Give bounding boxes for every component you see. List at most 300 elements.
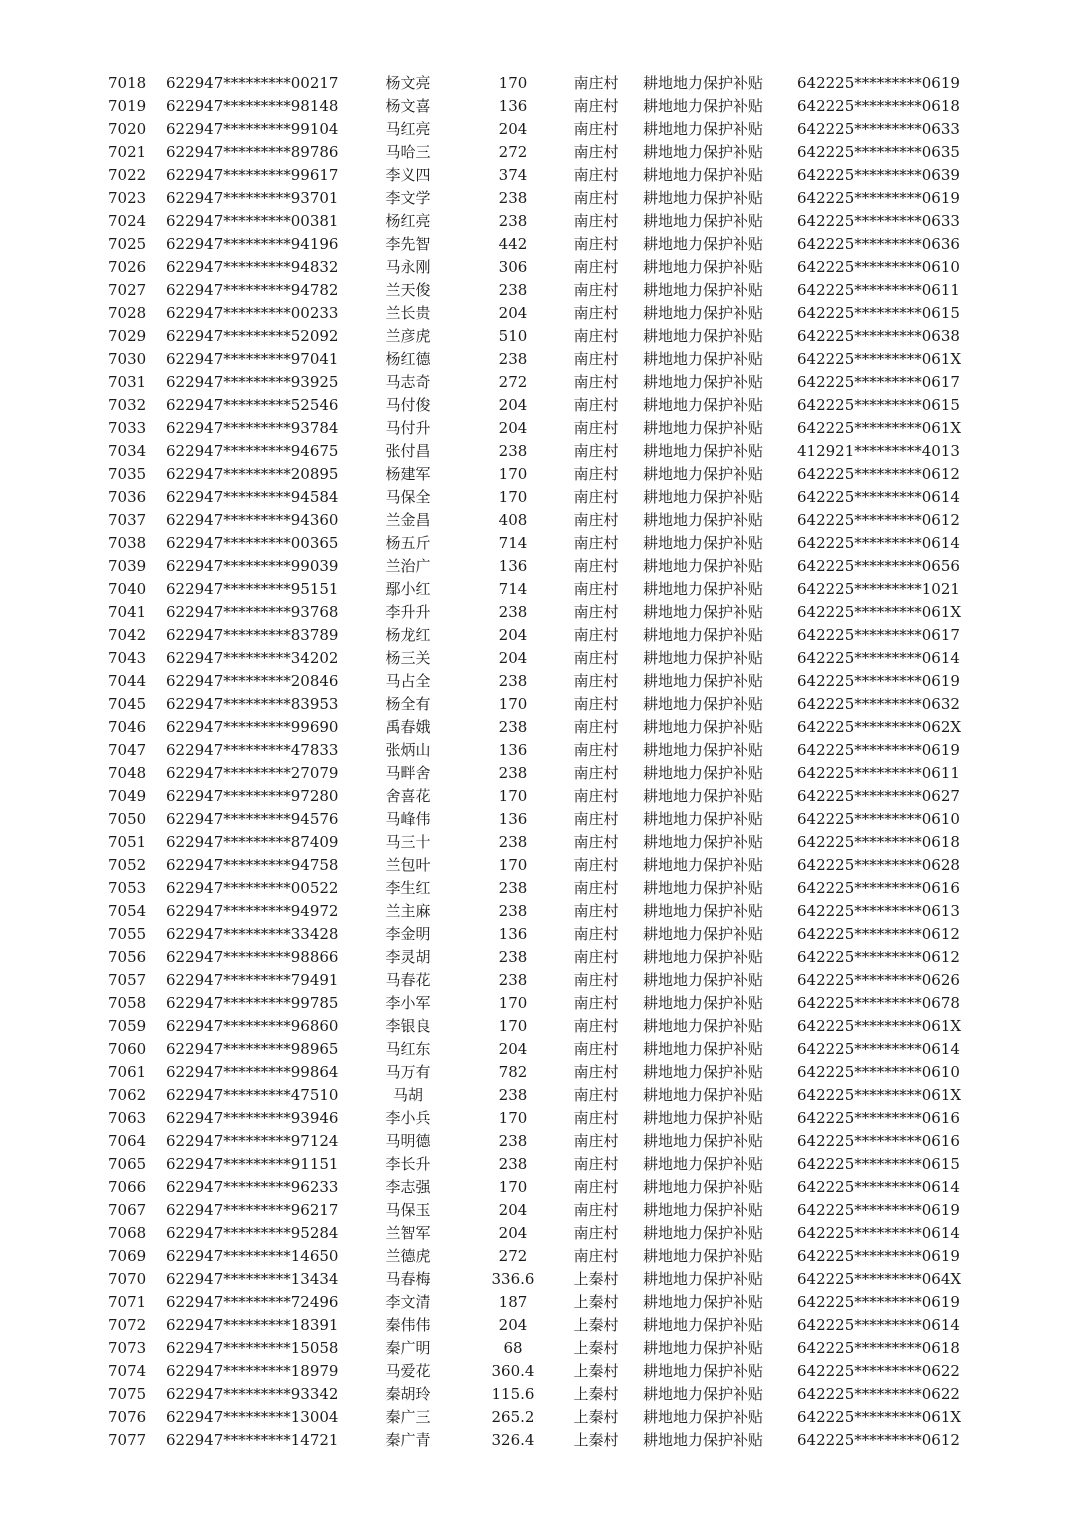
subsidy-type: 耕地地力保护补贴 <box>643 327 764 345</box>
subsidy-type: 耕地地力保护补贴 <box>643 74 764 92</box>
subsidy-amount: 238 <box>498 1155 528 1173</box>
subsidy-amount: 170 <box>498 856 528 874</box>
person-name: 李志强 <box>385 1178 431 1196</box>
village-name: 南庄村 <box>573 465 619 483</box>
subsidy-type: 耕地地力保护补贴 <box>643 695 764 713</box>
row-number: 7042 <box>108 626 147 644</box>
person-name: 杨三关 <box>385 649 431 667</box>
account-number: 622947*********94782 <box>166 281 339 299</box>
account-number: 622947*********13004 <box>166 1408 339 1426</box>
id-number: 642225*********0678 <box>797 994 960 1012</box>
id-number: 642225*********0614 <box>797 1224 960 1242</box>
row-number: 7058 <box>108 994 147 1012</box>
subsidy-amount: 136 <box>498 557 528 575</box>
subsidy-amount: 238 <box>498 718 528 736</box>
account-number: 622947*********99039 <box>166 557 339 575</box>
village-name: 南庄村 <box>573 189 619 207</box>
row-number: 7048 <box>108 764 147 782</box>
village-name: 南庄村 <box>573 856 619 874</box>
person-name: 杨五斤 <box>385 534 431 552</box>
subsidy-type: 耕地地力保护补贴 <box>643 1017 764 1035</box>
subsidy-amount: 204 <box>498 396 528 414</box>
person-name: 马付升 <box>385 419 431 437</box>
person-name: 兰德虎 <box>385 1247 431 1265</box>
id-number: 642225*********0626 <box>797 971 960 989</box>
person-name: 马红东 <box>385 1040 431 1058</box>
village-name: 南庄村 <box>573 511 619 529</box>
row-number: 7041 <box>108 603 147 621</box>
account-number: 622947*********98965 <box>166 1040 339 1058</box>
row-number: 7053 <box>108 879 147 897</box>
row-number: 7043 <box>108 649 147 667</box>
village-name: 南庄村 <box>573 212 619 230</box>
village-name: 南庄村 <box>573 120 619 138</box>
table-row <box>0 1268 1074 1291</box>
table-row <box>0 1429 1074 1452</box>
row-number: 7020 <box>108 120 147 138</box>
account-number: 622947*********93768 <box>166 603 339 621</box>
table-row <box>0 1038 1074 1061</box>
person-name: 禹春娥 <box>385 718 431 736</box>
subsidy-type: 耕地地力保护补贴 <box>643 1132 764 1150</box>
account-number: 622947*********14721 <box>166 1431 339 1449</box>
row-number: 7075 <box>108 1385 147 1403</box>
table-row <box>0 1222 1074 1245</box>
person-name: 秦广明 <box>385 1339 431 1357</box>
row-number: 7077 <box>108 1431 147 1449</box>
village-name: 南庄村 <box>573 626 619 644</box>
person-name: 秦伟伟 <box>385 1316 431 1334</box>
id-number: 642225*********064X <box>797 1270 962 1288</box>
village-name: 南庄村 <box>573 419 619 437</box>
subsidy-amount: 360.4 <box>491 1362 535 1380</box>
row-number: 7025 <box>108 235 147 253</box>
subsidy-amount: 170 <box>498 1178 528 1196</box>
row-number: 7031 <box>108 373 147 391</box>
account-number: 622947*********99617 <box>166 166 339 184</box>
subsidy-type: 耕地地力保护补贴 <box>643 1408 764 1426</box>
subsidy-type: 耕地地力保护补贴 <box>643 396 764 414</box>
row-number: 7035 <box>108 465 147 483</box>
subsidy-amount: 204 <box>498 1040 528 1058</box>
table-row <box>0 900 1074 923</box>
row-number: 7047 <box>108 741 147 759</box>
subsidy-amount: 170 <box>498 787 528 805</box>
row-number: 7028 <box>108 304 147 322</box>
village-name: 南庄村 <box>573 1224 619 1242</box>
id-number: 642225*********0615 <box>797 396 960 414</box>
subsidy-amount: 272 <box>498 373 528 391</box>
account-number: 622947*********83789 <box>166 626 339 644</box>
subsidy-type: 耕地地力保护补贴 <box>643 442 764 460</box>
id-number: 642225*********0612 <box>797 948 960 966</box>
id-number: 642225*********0635 <box>797 143 960 161</box>
person-name: 鄢小红 <box>385 580 431 598</box>
subsidy-amount: 272 <box>498 1247 528 1265</box>
id-number: 642225*********0628 <box>797 856 960 874</box>
id-number: 642225*********0656 <box>797 557 960 575</box>
row-number: 7068 <box>108 1224 147 1242</box>
person-name: 兰长贵 <box>385 304 431 322</box>
row-number: 7030 <box>108 350 147 368</box>
subsidy-amount: 238 <box>498 879 528 897</box>
id-number: 642225*********0614 <box>797 534 960 552</box>
table-row <box>0 1176 1074 1199</box>
subsidy-type: 耕地地力保护补贴 <box>643 971 764 989</box>
subsidy-amount: 510 <box>498 327 528 345</box>
person-name: 马哈三 <box>385 143 431 161</box>
row-number: 7062 <box>108 1086 147 1104</box>
village-name: 南庄村 <box>573 1178 619 1196</box>
village-name: 南庄村 <box>573 1017 619 1035</box>
person-name: 马保玉 <box>385 1201 431 1219</box>
table-row <box>0 118 1074 141</box>
subsidy-type: 耕地地力保护补贴 <box>643 994 764 1012</box>
table-row <box>0 1084 1074 1107</box>
table-row <box>0 601 1074 624</box>
person-name: 杨文喜 <box>385 97 431 115</box>
row-number: 7066 <box>108 1178 147 1196</box>
row-number: 7052 <box>108 856 147 874</box>
row-number: 7072 <box>108 1316 147 1334</box>
table-row <box>0 233 1074 256</box>
subsidy-type: 耕地地力保护补贴 <box>643 143 764 161</box>
id-number: 642225*********0611 <box>797 764 960 782</box>
subsidy-amount: 204 <box>498 626 528 644</box>
subsidy-amount: 238 <box>498 948 528 966</box>
subsidy-amount: 782 <box>498 1063 528 1081</box>
subsidy-amount: 265.2 <box>491 1408 535 1426</box>
subsidy-amount: 204 <box>498 649 528 667</box>
id-number: 642225*********0614 <box>797 1316 960 1334</box>
table-row <box>0 486 1074 509</box>
id-number: 642225*********0612 <box>797 465 960 483</box>
table-row <box>0 1015 1074 1038</box>
subsidy-type: 耕地地力保护补贴 <box>643 1385 764 1403</box>
table-row <box>0 1107 1074 1130</box>
person-name: 兰彦虎 <box>385 327 431 345</box>
village-name: 上秦村 <box>573 1362 619 1380</box>
row-number: 7051 <box>108 833 147 851</box>
id-number: 642225*********0614 <box>797 1040 960 1058</box>
village-name: 上秦村 <box>573 1431 619 1449</box>
person-name: 马爱花 <box>385 1362 431 1380</box>
table-row <box>0 1061 1074 1084</box>
row-number: 7022 <box>108 166 147 184</box>
row-number: 7054 <box>108 902 147 920</box>
person-name: 马万有 <box>385 1063 431 1081</box>
subsidy-type: 耕地地力保护补贴 <box>643 879 764 897</box>
village-name: 南庄村 <box>573 764 619 782</box>
id-number: 642225*********0614 <box>797 1178 960 1196</box>
row-number: 7033 <box>108 419 147 437</box>
person-name: 李银良 <box>385 1017 431 1035</box>
person-name: 马付俊 <box>385 396 431 414</box>
subsidy-amount: 238 <box>498 1086 528 1104</box>
account-number: 622947*********00217 <box>166 74 339 92</box>
village-name: 南庄村 <box>573 235 619 253</box>
village-name: 南庄村 <box>573 1086 619 1104</box>
table-row <box>0 72 1074 95</box>
person-name: 马胡 <box>392 1086 423 1104</box>
village-name: 南庄村 <box>573 695 619 713</box>
subsidy-amount: 204 <box>498 1201 528 1219</box>
table-row <box>0 279 1074 302</box>
subsidy-amount: 272 <box>498 143 528 161</box>
subsidy-type: 耕地地力保护补贴 <box>643 810 764 828</box>
subsidy-type: 耕地地力保护补贴 <box>643 304 764 322</box>
person-name: 马红亮 <box>385 120 431 138</box>
village-name: 上秦村 <box>573 1408 619 1426</box>
id-number: 642225*********0619 <box>797 1201 960 1219</box>
table-row <box>0 1199 1074 1222</box>
table-row <box>0 670 1074 693</box>
id-number: 642225*********0617 <box>797 626 960 644</box>
row-number: 7050 <box>108 810 147 828</box>
person-name: 李小军 <box>385 994 431 1012</box>
subsidy-amount: 374 <box>498 166 528 184</box>
row-number: 7067 <box>108 1201 147 1219</box>
subsidy-type: 耕地地力保护补贴 <box>643 1178 764 1196</box>
village-name: 南庄村 <box>573 1063 619 1081</box>
subsidy-type: 耕地地力保护补贴 <box>643 787 764 805</box>
id-number: 642225*********0610 <box>797 258 960 276</box>
row-number: 7032 <box>108 396 147 414</box>
person-name: 兰金昌 <box>385 511 431 529</box>
account-number: 622947*********94675 <box>166 442 339 460</box>
subsidy-amount: 170 <box>498 695 528 713</box>
table-row <box>0 302 1074 325</box>
subsidy-amount: 238 <box>498 281 528 299</box>
person-name: 李义四 <box>385 166 431 184</box>
person-name: 杨全有 <box>385 695 431 713</box>
subsidy-amount: 238 <box>498 902 528 920</box>
person-name: 李小兵 <box>385 1109 431 1127</box>
account-number: 622947*********83953 <box>166 695 339 713</box>
row-number: 7057 <box>108 971 147 989</box>
id-number: 642225*********0615 <box>797 1155 960 1173</box>
village-name: 南庄村 <box>573 143 619 161</box>
village-name: 南庄村 <box>573 166 619 184</box>
id-number: 642225*********0610 <box>797 810 960 828</box>
person-name: 兰智军 <box>385 1224 431 1242</box>
account-number: 622947*********94758 <box>166 856 339 874</box>
account-number: 622947*********18391 <box>166 1316 339 1334</box>
id-number: 642225*********062X <box>797 718 962 736</box>
table-row <box>0 946 1074 969</box>
row-number: 7019 <box>108 97 147 115</box>
subsidy-amount: 170 <box>498 1017 528 1035</box>
id-number: 642225*********061X <box>797 1086 962 1104</box>
row-number: 7063 <box>108 1109 147 1127</box>
village-name: 上秦村 <box>573 1293 619 1311</box>
subsidy-type: 耕地地力保护补贴 <box>643 1431 764 1449</box>
account-number: 622947*********91151 <box>166 1155 339 1173</box>
subsidy-amount: 68 <box>503 1339 523 1357</box>
id-number: 642225*********0612 <box>797 1431 960 1449</box>
subsidy-type: 耕地地力保护补贴 <box>643 281 764 299</box>
account-number: 622947*********97124 <box>166 1132 339 1150</box>
subsidy-type: 耕地地力保护补贴 <box>643 718 764 736</box>
subsidy-amount: 170 <box>498 488 528 506</box>
row-number: 7023 <box>108 189 147 207</box>
subsidy-type: 耕地地力保护补贴 <box>643 1293 764 1311</box>
subsidy-amount: 136 <box>498 741 528 759</box>
village-name: 南庄村 <box>573 1247 619 1265</box>
person-name: 马明德 <box>385 1132 431 1150</box>
table-row <box>0 1130 1074 1153</box>
table-row <box>0 785 1074 808</box>
row-number: 7044 <box>108 672 147 690</box>
table-row <box>0 256 1074 279</box>
village-name: 上秦村 <box>573 1316 619 1334</box>
id-number: 642225*********0616 <box>797 1132 960 1150</box>
subsidy-type: 耕地地力保护补贴 <box>643 534 764 552</box>
account-number: 622947*********27079 <box>166 764 339 782</box>
subsidy-amount: 204 <box>498 419 528 437</box>
subsidy-amount: 238 <box>498 971 528 989</box>
person-name: 杨文亮 <box>385 74 431 92</box>
person-name: 马畔舍 <box>385 764 431 782</box>
id-number: 642225*********0619 <box>797 672 960 690</box>
row-number: 7040 <box>108 580 147 598</box>
village-name: 上秦村 <box>573 1339 619 1357</box>
subsidy-amount: 204 <box>498 304 528 322</box>
account-number: 622947*********87409 <box>166 833 339 851</box>
person-name: 李灵胡 <box>385 948 431 966</box>
account-number: 622947*********89786 <box>166 143 339 161</box>
person-name: 李升升 <box>385 603 431 621</box>
person-name: 李文学 <box>385 189 431 207</box>
village-name: 南庄村 <box>573 373 619 391</box>
village-name: 南庄村 <box>573 281 619 299</box>
row-number: 7027 <box>108 281 147 299</box>
village-name: 南庄村 <box>573 74 619 92</box>
account-number: 622947*********96233 <box>166 1178 339 1196</box>
id-number: 642225*********061X <box>797 350 962 368</box>
person-name: 秦胡玲 <box>385 1385 431 1403</box>
person-name: 马三十 <box>385 833 431 851</box>
account-number: 622947*********94584 <box>166 488 339 506</box>
subsidy-amount: 187 <box>498 1293 528 1311</box>
row-number: 7029 <box>108 327 147 345</box>
subsidy-type: 耕地地力保护补贴 <box>643 1155 764 1173</box>
subsidy-amount: 204 <box>498 1224 528 1242</box>
subsidy-type: 耕地地力保护补贴 <box>643 580 764 598</box>
row-number: 7056 <box>108 948 147 966</box>
subsidy-amount: 408 <box>498 511 528 529</box>
id-number: 642225*********0612 <box>797 925 960 943</box>
row-number: 7038 <box>108 534 147 552</box>
table-row <box>0 1314 1074 1337</box>
subsidy-amount: 115.6 <box>491 1385 535 1403</box>
table-row <box>0 210 1074 233</box>
account-number: 622947*********93925 <box>166 373 339 391</box>
table-row <box>0 532 1074 555</box>
person-name: 马春花 <box>385 971 431 989</box>
subsidy-type: 耕地地力保护补贴 <box>643 626 764 644</box>
village-name: 南庄村 <box>573 97 619 115</box>
village-name: 南庄村 <box>573 971 619 989</box>
village-name: 南庄村 <box>573 1201 619 1219</box>
table-row <box>0 95 1074 118</box>
id-number: 642225*********0618 <box>797 833 960 851</box>
row-number: 7070 <box>108 1270 147 1288</box>
account-number: 622947*********52092 <box>166 327 339 345</box>
row-number: 7073 <box>108 1339 147 1357</box>
id-number: 642225*********061X <box>797 603 962 621</box>
table-row <box>0 440 1074 463</box>
subsidy-type: 耕地地力保护补贴 <box>643 902 764 920</box>
subsidy-type: 耕地地力保护补贴 <box>643 833 764 851</box>
person-name: 马峰伟 <box>385 810 431 828</box>
account-number: 622947*********00522 <box>166 879 339 897</box>
row-number: 7069 <box>108 1247 147 1265</box>
subsidy-amount: 306 <box>498 258 528 276</box>
subsidy-type: 耕地地力保护补贴 <box>643 235 764 253</box>
subsidy-type: 耕地地力保护补贴 <box>643 212 764 230</box>
subsidy-amount: 238 <box>498 1132 528 1150</box>
subsidy-amount: 714 <box>498 580 528 598</box>
subsidy-amount: 204 <box>498 1316 528 1334</box>
account-number: 622947*********96860 <box>166 1017 339 1035</box>
table-row <box>0 509 1074 532</box>
row-number: 7074 <box>108 1362 147 1380</box>
table-row <box>0 371 1074 394</box>
subsidy-amount: 238 <box>498 189 528 207</box>
subsidy-type: 耕地地力保护补贴 <box>643 856 764 874</box>
table-row <box>0 854 1074 877</box>
row-number: 7076 <box>108 1408 147 1426</box>
village-name: 上秦村 <box>573 1270 619 1288</box>
account-number: 622947*********94576 <box>166 810 339 828</box>
row-number: 7065 <box>108 1155 147 1173</box>
table-row <box>0 739 1074 762</box>
subsidy-type: 耕地地力保护补贴 <box>643 1063 764 1081</box>
table-row <box>0 762 1074 785</box>
id-number: 642225*********0616 <box>797 1109 960 1127</box>
subsidy-type: 耕地地力保护补贴 <box>643 1086 764 1104</box>
table-row <box>0 647 1074 670</box>
subsidy-type: 耕地地力保护补贴 <box>643 764 764 782</box>
id-number: 642225*********0636 <box>797 235 960 253</box>
subsidy-amount: 336.6 <box>491 1270 535 1288</box>
account-number: 622947*********96217 <box>166 1201 339 1219</box>
subsidy-type: 耕地地力保护补贴 <box>643 373 764 391</box>
subsidy-amount: 170 <box>498 465 528 483</box>
person-name: 兰包叶 <box>385 856 431 874</box>
village-name: 南庄村 <box>573 258 619 276</box>
account-number: 622947*********98866 <box>166 948 339 966</box>
village-name: 南庄村 <box>573 442 619 460</box>
id-number: 642225*********0619 <box>797 741 960 759</box>
id-number: 642225*********061X <box>797 1017 962 1035</box>
id-number: 642225*********061X <box>797 1408 962 1426</box>
account-number: 622947*********33428 <box>166 925 339 943</box>
id-number: 642225*********0610 <box>797 1063 960 1081</box>
person-name: 李金明 <box>385 925 431 943</box>
row-number: 7034 <box>108 442 147 460</box>
village-name: 南庄村 <box>573 603 619 621</box>
id-number: 642225*********0633 <box>797 120 960 138</box>
table-row <box>0 877 1074 900</box>
subsidy-type: 耕地地力保护补贴 <box>643 649 764 667</box>
table-row <box>0 923 1074 946</box>
subsidy-type: 耕地地力保护补贴 <box>643 925 764 943</box>
table-row <box>0 348 1074 371</box>
table-row <box>0 624 1074 647</box>
row-number: 7055 <box>108 925 147 943</box>
